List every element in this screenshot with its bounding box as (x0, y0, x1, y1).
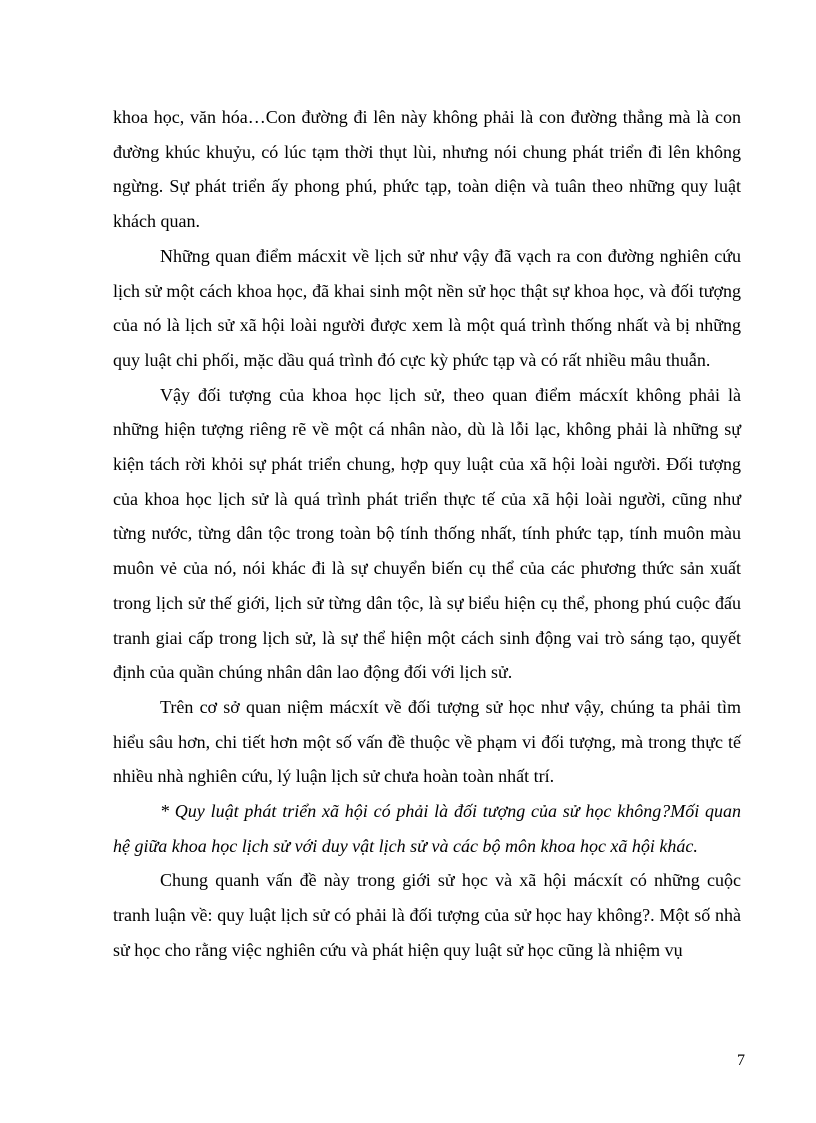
paragraph-continuation: khoa học, văn hóa…Con đường đi lên này không phải là con đường thẳng mà là con đường khúc khuỷu, có lúc tạm thời thụt lùi, nhưng nói chung phát triển đi lên không ngừng. Sự phát triển ấy phong phú, phức tạp, toàn diện và tuân theo những quy luật khách quan. (113, 107, 741, 232)
paragraph-basis: Trên cơ sở quan niệm mácxít về đối tượng sử học như vậy, chúng ta phải tìm hiểu sâu hơn, chi tiết hơn một số vấn đề thuộc về phạm vi đối tượng, mà trong thực tế nhiều nhà nghiên cứu, lý luận lịch sử chưa hoàn toàn nhất trí. (113, 696, 741, 787)
paragraph-marxist-views: Những quan điểm mácxit về lịch sử như vậy đã vạch ra con đường nghiên cứu lịch sử một cách khoa học, đã khai sinh một nền sử học thật sự khoa học, và đối tượng của nó là lịch sử xã hội loài người được xem là một quá trình thống nhất và bị những quy luật chi phối, mặc dầu quá trình đó cực kỳ phức tạp và có rất nhiều mâu thuẫn. (113, 245, 741, 370)
paragraph-object-of-history: Vậy đối tượng của khoa học lịch sử, theo quan điểm mácxít không phải là những hiện tượng riêng rẽ về một cá nhân nào, dù là lỗi lạc, không phải là những sự kiện tách rời khỏi sự phát triển chung, hợp quy luật của xã hội loài người. Đối tượng của khoa học lịch sử là quá trình phát triển thực tế của xã hội loài người, cũng như từng nước, từng dân tộc trong toàn bộ tính thống nhất, tính phức tạp, tính muôn màu muôn vẻ của nó, nói khác đi là sự chuyển biến cụ thể của các phương thức sản xuất trong lịch sử thế giới, lịch sử từng dân tộc, là sự biểu hiện cụ thể, phong phú cuộc đấu tranh giai cấp trong lịch sử, là sự thể hiện một cách sinh động vai trò sáng tạo, quyết định của quần chúng nhân dân lao động đối với lịch sử. (113, 384, 741, 683)
page-number: 7 (737, 1052, 745, 1069)
body-text (113, 100, 741, 968)
section-heading-italic: * Quy luật phát triển xã hội có phải là đối tượng của sử học không?Mối quan hệ giữa khoa học lịch sử với duy vật lịch sử và các bộ môn khoa học xã hội khác. (113, 801, 741, 856)
paragraph-debate: Chung quanh vấn đề này trong giới sử học và xã hội mácxít có những cuộc tranh luận về: quy luật lịch sử có phải là đối tượng của sử học hay không?. Một số nhà sử học cho rằng việc nghiên cứu và phát hiện quy luật sử học cũng là nhiệm vụ (113, 870, 741, 960)
